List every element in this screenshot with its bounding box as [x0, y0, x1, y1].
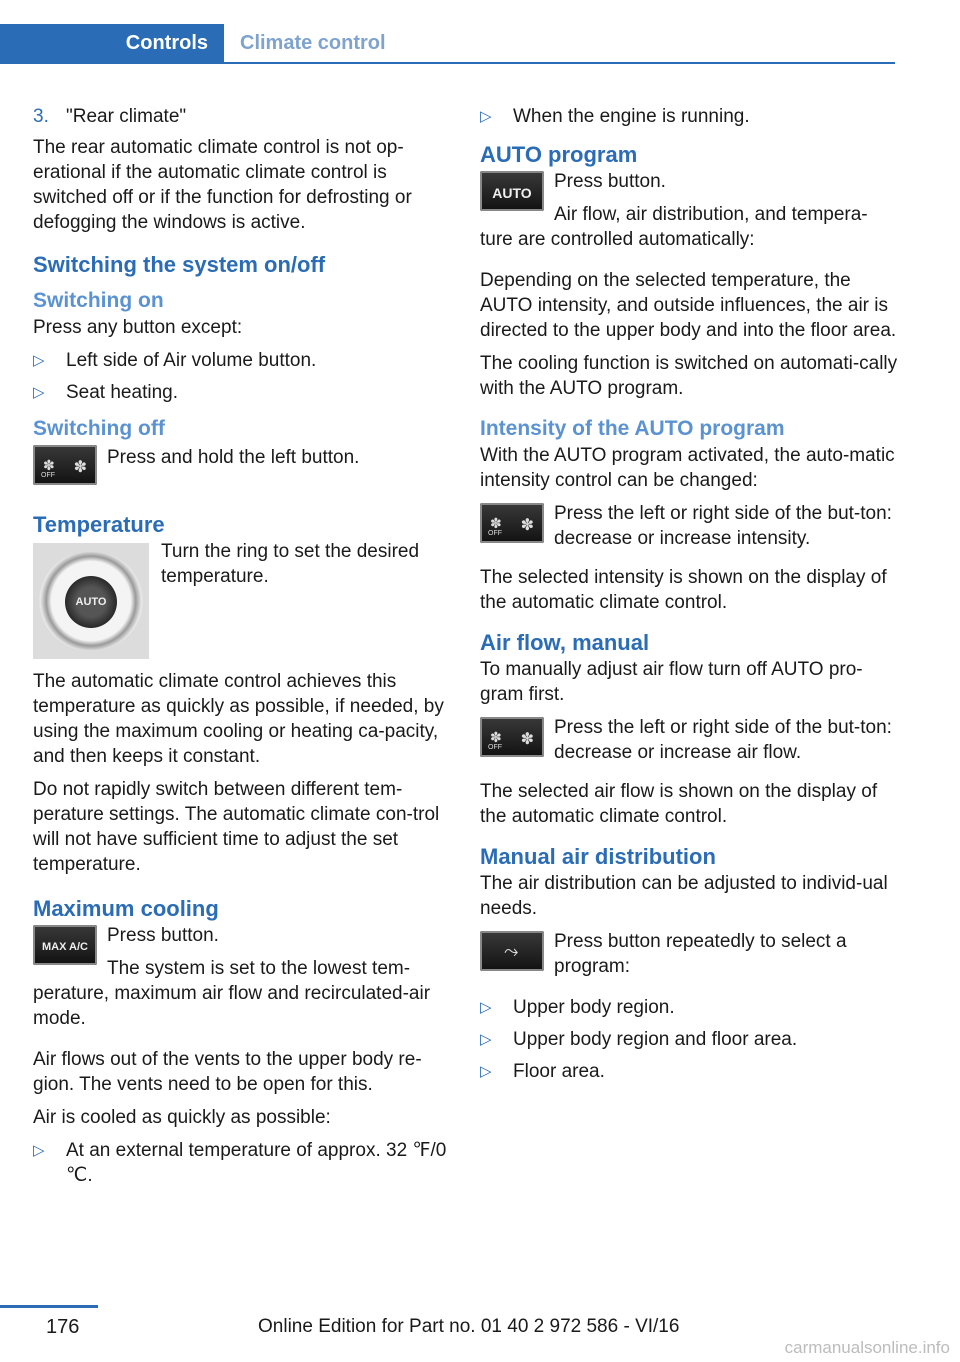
list-item-text: Upper body region. [513, 997, 675, 1018]
temperature-figure [33, 539, 451, 665]
list-item [480, 104, 898, 129]
list-item [33, 348, 451, 373]
fan-button-icon: ✽ OFF ✽ [33, 445, 97, 485]
heading-temperature: Temperature [33, 512, 165, 537]
max-ac-button-icon: MAX A/C [33, 925, 97, 965]
list-item-text: Upper body region and floor area. [513, 1029, 798, 1050]
switching-on-text: Press any button except: [33, 317, 243, 338]
air-flow-fig-text: Press the left or right side of the but‐ton: decrease or increase air flow. [554, 717, 892, 763]
temperature-ring-icon: AUTO [33, 543, 149, 659]
list-item-text: When the engine is running. [513, 106, 750, 127]
bullet-icon: ▷ [33, 1142, 45, 1159]
max-cooling-press: Press button. [107, 925, 219, 946]
bullet-icon: ▷ [33, 384, 45, 401]
bullet-icon: ▷ [480, 1031, 492, 1048]
heading-air-flow: Air flow, manual [480, 630, 650, 655]
bullet-icon: ▷ [480, 999, 492, 1016]
off-figure [33, 443, 451, 489]
list-item [480, 1027, 898, 1052]
air-flow-figure [480, 715, 898, 773]
bullet-icon: ▷ [480, 1063, 492, 1080]
auto-paragraph-1: Depending on the selected temperature, the AUTO intensity, and outside influences, the air is directed to the upper body and into the floor area. [480, 270, 897, 341]
list-item-text: Floor area. [513, 1061, 605, 1082]
fan-button-icon: ✽ OFF ✽ [480, 503, 544, 543]
air-distribution-figure [480, 929, 898, 987]
list-item [33, 1138, 451, 1188]
intensity-fig-text: Press the left or right side of the but‐ton: decrease or increase intensity. [554, 503, 892, 549]
engine-list [480, 104, 898, 129]
left-column [33, 104, 451, 1195]
max-cooling-figure [33, 923, 451, 1039]
temperature-paragraph-1: The automatic climate control achieves this temperature as quickly as possible, if needed, by using the maximum cooling or heating ca‐pacity, and then keeps it constant. [33, 671, 444, 767]
air-distribution-text: The air distribution can be adjusted to individ‐ual needs. [480, 873, 888, 919]
heading-auto-program: AUTO program [480, 142, 638, 167]
heading-switching-on: Switching on [33, 289, 164, 312]
auto-press: Press button. [554, 171, 666, 192]
heading-air-distribution: Manual air distribution [480, 844, 716, 869]
auto-desc: Air flow, air distribution, and tempera‐ture are controlled automatically: [480, 204, 868, 250]
bullet-icon: ▷ [33, 352, 45, 369]
auto-figure [480, 169, 898, 260]
heading-switching-off: Switching off [33, 417, 165, 440]
auto-paragraph-2: The cooling function is switched on automati‐cally with the AUTO program. [480, 353, 898, 399]
list-item-text: Seat heating. [66, 382, 178, 403]
switching-off-text: Press and hold the left button. [107, 447, 360, 468]
max-cooling-list [33, 1138, 451, 1188]
max-cooling-desc: The system is set to the lowest tem‐perature, maximum air flow and recirculated-air mode. [33, 958, 431, 1029]
numbered-item [33, 104, 451, 129]
list-item [480, 995, 898, 1020]
max-cooling-paragraph-2: Air is cooled as quickly as possible: [33, 1107, 331, 1128]
intensity-figure [480, 501, 898, 559]
rear-climate-paragraph: The rear automatic climate control is not op‐erational if the automatic climate control is switched off or if the function for defrosting or defogging the windows is active. [33, 137, 412, 233]
seat-airflow-button-icon: ⤳ [480, 931, 544, 971]
air-flow-paragraph: The selected air flow is shown on the display of the automatic climate control. [480, 781, 878, 827]
heading-intensity: Intensity of the AUTO program [480, 417, 785, 440]
list-item [33, 380, 451, 405]
footer-rule [0, 1305, 98, 1308]
header-tabbar [0, 24, 895, 64]
air-flow-text: To manually adjust air flow turn off AUTO pro‐gram first. [480, 659, 863, 705]
air-distribution-list [480, 995, 898, 1084]
list-item-text: Left side of Air volume button. [66, 350, 317, 371]
switching-on-list [33, 348, 451, 405]
watermark: carmanualsonline.info [784, 1338, 950, 1357]
max-cooling-paragraph-1: Air flows out of the vents to the upper body re‐gion. The vents need to be open for this. [33, 1049, 422, 1095]
heading-onoff: Switching the system on/off [33, 252, 326, 277]
item-number: 3. [33, 106, 49, 127]
temperature-fig-text: Turn the ring to set the desired temperature. [161, 541, 420, 587]
heading-max-cooling: Maximum cooling [33, 896, 219, 921]
air-distribution-fig-text: Press button repeatedly to select a program: [554, 931, 847, 977]
intensity-text: With the AUTO program activated, the auto‐matic intensity control can be changed: [480, 445, 895, 491]
page-number: 176 [46, 1316, 80, 1338]
temperature-paragraph-2: Do not rapidly switch between different tem‐perature settings. The automatic climate con‐trol will not have sufficient time to adjust the set temperature. [33, 779, 440, 875]
list-item-text: At an external temperature of approx. 32 ℉/0 ℃. [66, 1140, 447, 1186]
subsection-tab: Climate control [240, 32, 386, 54]
edition-footer: Online Edition for Part no. 01 40 2 972 586 - VI/16 [258, 1316, 680, 1337]
auto-button-icon: AUTO [480, 171, 544, 211]
bullet-icon: ▷ [480, 108, 492, 125]
right-column [480, 104, 898, 1091]
fan-button-icon: ✽ OFF ✽ [480, 717, 544, 757]
section-tab: Controls [0, 24, 224, 62]
list-item [480, 1059, 898, 1084]
item-text: "Rear climate" [66, 106, 187, 127]
intensity-paragraph: The selected intensity is shown on the display of the automatic climate control. [480, 567, 887, 613]
